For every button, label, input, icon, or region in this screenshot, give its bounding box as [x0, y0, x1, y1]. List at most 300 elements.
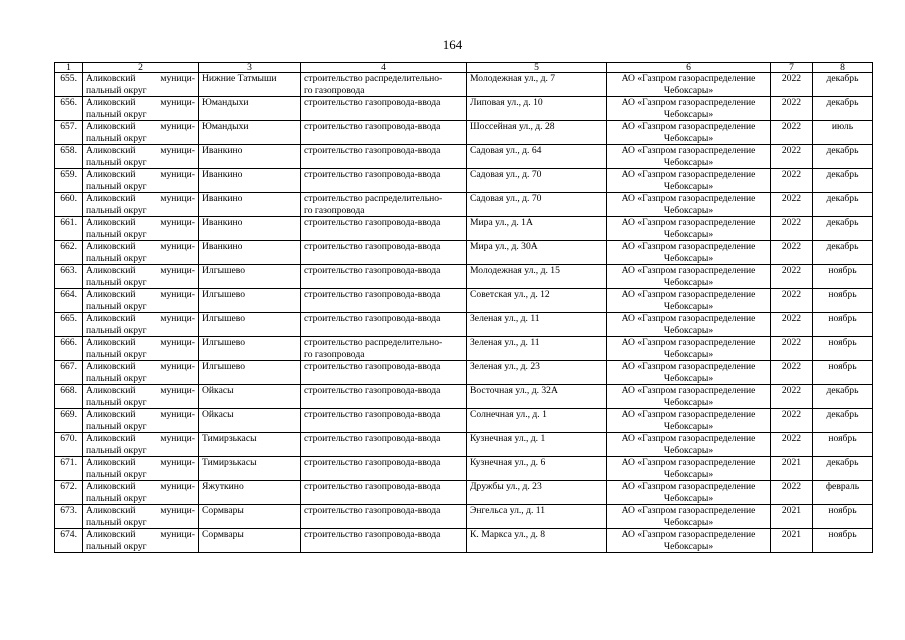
- col-header-6: 6: [607, 63, 771, 73]
- organization-line2: Чебоксары»: [663, 516, 714, 528]
- table-row: [55, 121, 873, 145]
- year-cell: 2022: [771, 265, 813, 289]
- month-cell: декабрь: [813, 457, 873, 481]
- district-cell: [83, 313, 199, 337]
- work-cell: [301, 457, 467, 481]
- work-line1: строительство газопровода-ввода: [304, 169, 441, 180]
- organization-line2: Чебоксары»: [663, 468, 714, 480]
- district-type-part1: муници-: [160, 121, 195, 132]
- district-type-part2: пальный округ: [86, 396, 147, 408]
- organization-line1: АО «Газпром газораспределение: [621, 529, 756, 540]
- work-line1: строительство газопровода-ввода: [304, 481, 441, 492]
- table-row: [55, 457, 873, 481]
- year-cell: 2022: [771, 313, 813, 337]
- district-type-part2: пальный округ: [86, 492, 147, 504]
- organization-cell: [607, 409, 771, 433]
- work-line1: строительство газопровода-ввода: [304, 385, 441, 396]
- district-type-part2: пальный округ: [86, 276, 147, 288]
- month-cell: ноябрь: [813, 529, 873, 553]
- district-name: Аликовский: [86, 265, 136, 276]
- settlement-cell: Иванкино: [199, 217, 301, 241]
- district-cell: [83, 193, 199, 217]
- district-type-part1: муници-: [160, 409, 195, 420]
- month-cell: декабрь: [813, 241, 873, 265]
- year-cell: 2021: [771, 457, 813, 481]
- settlement-cell: Нижние Татмыши: [199, 73, 301, 97]
- table-row: [55, 169, 873, 193]
- table-row: [55, 481, 873, 505]
- district-cell: [83, 121, 199, 145]
- work-line2: го газопровода: [304, 84, 365, 96]
- table-row: [55, 73, 873, 97]
- district-type-part1: муници-: [160, 385, 195, 396]
- work-line1: строительство газопровода-ввода: [304, 145, 441, 156]
- month-cell: декабрь: [813, 409, 873, 433]
- organization-cell: [607, 361, 771, 385]
- organization-cell: [607, 313, 771, 337]
- work-cell: [301, 385, 467, 409]
- month-cell: декабрь: [813, 97, 873, 121]
- col-header-1: 1: [55, 63, 83, 73]
- district-cell: [83, 265, 199, 289]
- year-cell: 2022: [771, 385, 813, 409]
- table-row: [55, 193, 873, 217]
- district-type-part1: муници-: [160, 193, 195, 204]
- work-line1: строительство газопровода-ввода: [304, 217, 441, 228]
- organization-line2: Чебоксары»: [663, 108, 714, 120]
- work-line2: го газопровода: [304, 204, 365, 216]
- settlement-cell: Илгышево: [199, 313, 301, 337]
- month-cell: ноябрь: [813, 265, 873, 289]
- work-line2: го газопровода: [304, 348, 365, 360]
- district-name: Аликовский: [86, 169, 136, 180]
- col-header-3: 3: [199, 63, 301, 73]
- organization-cell: [607, 97, 771, 121]
- settlement-cell: Иванкино: [199, 145, 301, 169]
- month-cell: ноябрь: [813, 361, 873, 385]
- organization-line2: Чебоксары»: [663, 420, 714, 432]
- organization-cell: [607, 433, 771, 457]
- year-cell: 2022: [771, 121, 813, 145]
- work-line1: строительство газопровода-ввода: [304, 529, 441, 540]
- district-type-part1: муници-: [160, 481, 195, 492]
- organization-cell: [607, 193, 771, 217]
- district-type-part2: пальный округ: [86, 204, 147, 216]
- organization-line1: АО «Газпром газораспределение: [621, 361, 756, 372]
- organization-cell: [607, 289, 771, 313]
- row-number: 655.: [55, 73, 83, 97]
- row-number: 662.: [55, 241, 83, 265]
- district-type-part1: муници-: [160, 97, 195, 108]
- organization-line2: Чебоксары»: [663, 444, 714, 456]
- organization-line2: Чебоксары»: [663, 372, 714, 384]
- address-cell: Зеленая ул., д. 23: [467, 361, 607, 385]
- organization-line1: АО «Газпром газораспределение: [621, 457, 756, 468]
- column-number-row: [55, 63, 873, 73]
- district-cell: [83, 481, 199, 505]
- district-cell: [83, 433, 199, 457]
- district-cell: [83, 169, 199, 193]
- settlement-cell: Илгышево: [199, 289, 301, 313]
- organization-line2: Чебоксары»: [663, 348, 714, 360]
- district-type-part2: пальный округ: [86, 180, 147, 192]
- organization-cell: [607, 217, 771, 241]
- address-cell: Кузнечная ул., д. 1: [467, 433, 607, 457]
- organization-line1: АО «Газпром газораспределение: [621, 169, 756, 180]
- settlement-cell: Юмандыхи: [199, 97, 301, 121]
- district-cell: [83, 385, 199, 409]
- work-line1: строительство газопровода-ввода: [304, 241, 441, 252]
- settlement-cell: Илгышево: [199, 337, 301, 361]
- work-cell: [301, 241, 467, 265]
- organization-line1: АО «Газпром газораспределение: [621, 385, 756, 396]
- district-name: Аликовский: [86, 313, 136, 324]
- organization-line1: АО «Газпром газораспределение: [621, 289, 756, 300]
- row-number: 669.: [55, 409, 83, 433]
- district-name: Аликовский: [86, 241, 136, 252]
- page-number: 164: [442, 37, 463, 52]
- organization-line1: АО «Газпром газораспределение: [621, 193, 756, 204]
- district-type-part2: пальный округ: [86, 516, 147, 528]
- work-cell: [301, 289, 467, 313]
- address-cell: Садовая ул., д. 70: [467, 193, 607, 217]
- organization-cell: [607, 457, 771, 481]
- year-cell: 2022: [771, 169, 813, 193]
- address-cell: Дружбы ул., д. 23: [467, 481, 607, 505]
- organization-line2: Чебоксары»: [663, 396, 714, 408]
- organization-line2: Чебоксары»: [663, 180, 714, 192]
- organization-line1: АО «Газпром газораспределение: [621, 313, 756, 324]
- district-type-part1: муници-: [160, 337, 195, 348]
- district-type-part2: пальный округ: [86, 108, 147, 120]
- work-cell: [301, 313, 467, 337]
- address-cell: Советская ул., д. 12: [467, 289, 607, 313]
- table-row: [55, 505, 873, 529]
- work-line1: строительство газопровода-ввода: [304, 433, 441, 444]
- organization-line2: Чебоксары»: [663, 84, 714, 96]
- district-name: Аликовский: [86, 73, 136, 84]
- settlement-cell: Яжуткино: [199, 481, 301, 505]
- organization-line2: Чебоксары»: [663, 204, 714, 216]
- work-cell: [301, 337, 467, 361]
- address-cell: Шоссейная ул., д. 28: [467, 121, 607, 145]
- month-cell: ноябрь: [813, 433, 873, 457]
- district-cell: [83, 289, 199, 313]
- work-line1: строительство распределительно-: [304, 73, 443, 84]
- district-cell: [83, 97, 199, 121]
- district-type-part1: муници-: [160, 265, 195, 276]
- organization-cell: [607, 73, 771, 97]
- row-number: 656.: [55, 97, 83, 121]
- year-cell: 2021: [771, 505, 813, 529]
- district-type-part2: пальный округ: [86, 84, 147, 96]
- district-type-part1: муници-: [160, 361, 195, 372]
- district-type-part1: муници-: [160, 529, 195, 540]
- district-type-part1: муници-: [160, 313, 195, 324]
- district-name: Аликовский: [86, 505, 136, 516]
- work-cell: [301, 265, 467, 289]
- district-name: Аликовский: [86, 289, 136, 300]
- address-cell: Энгельса ул., д. 11: [467, 505, 607, 529]
- table-row: [55, 241, 873, 265]
- table-row: [55, 337, 873, 361]
- year-cell: 2022: [771, 145, 813, 169]
- work-line1: строительство газопровода-ввода: [304, 289, 441, 300]
- work-line1: строительство газопровода-ввода: [304, 121, 441, 132]
- organization-line1: АО «Газпром газораспределение: [621, 121, 756, 132]
- year-cell: 2022: [771, 361, 813, 385]
- address-cell: Восточная ул., д. 32А: [467, 385, 607, 409]
- organization-line1: АО «Газпром газораспределение: [621, 217, 756, 228]
- district-name: Аликовский: [86, 385, 136, 396]
- address-cell: Кузнечная ул., д. 6: [467, 457, 607, 481]
- row-number: 659.: [55, 169, 83, 193]
- col-header-8: 8: [813, 63, 873, 73]
- organization-line2: Чебоксары»: [663, 300, 714, 312]
- organization-cell: [607, 169, 771, 193]
- work-cell: [301, 193, 467, 217]
- address-cell: Садовая ул., д. 64: [467, 145, 607, 169]
- organization-line2: Чебоксары»: [663, 540, 714, 552]
- work-line1: строительство газопровода-ввода: [304, 457, 441, 468]
- work-cell: [301, 361, 467, 385]
- address-cell: Липовая ул., д. 10: [467, 97, 607, 121]
- organization-line1: АО «Газпром газораспределение: [621, 481, 756, 492]
- table-row: [55, 433, 873, 457]
- col-header-2: 2: [83, 63, 199, 73]
- district-name: Аликовский: [86, 361, 136, 372]
- year-cell: 2022: [771, 409, 813, 433]
- work-cell: [301, 505, 467, 529]
- district-cell: [83, 217, 199, 241]
- year-cell: 2022: [771, 193, 813, 217]
- district-type-part2: пальный округ: [86, 540, 147, 552]
- organization-line2: Чебоксары»: [663, 324, 714, 336]
- organization-line1: АО «Газпром газораспределение: [621, 409, 756, 420]
- table-body: [55, 73, 873, 553]
- row-number: 673.: [55, 505, 83, 529]
- table-row: [55, 361, 873, 385]
- row-number: 658.: [55, 145, 83, 169]
- settlement-cell: Иванкино: [199, 169, 301, 193]
- district-type-part1: муници-: [160, 505, 195, 516]
- district-type-part1: муници-: [160, 241, 195, 252]
- district-type-part2: пальный округ: [86, 468, 147, 480]
- row-number: 657.: [55, 121, 83, 145]
- year-cell: 2022: [771, 337, 813, 361]
- organization-cell: [607, 265, 771, 289]
- work-cell: [301, 73, 467, 97]
- district-cell: [83, 505, 199, 529]
- district-cell: [83, 145, 199, 169]
- row-number: 668.: [55, 385, 83, 409]
- month-cell: декабрь: [813, 217, 873, 241]
- district-type-part1: муници-: [160, 457, 195, 468]
- work-line1: строительство распределительно-: [304, 193, 443, 204]
- settlement-cell: Тимирзькасы: [199, 433, 301, 457]
- organization-line1: АО «Газпром газораспределение: [621, 73, 756, 84]
- settlement-cell: Иванкино: [199, 241, 301, 265]
- work-cell: [301, 409, 467, 433]
- address-cell: Молодежная ул., д. 7: [467, 73, 607, 97]
- district-type-part1: муници-: [160, 145, 195, 156]
- organization-line2: Чебоксары»: [663, 228, 714, 240]
- work-cell: [301, 145, 467, 169]
- district-type-part1: муници-: [160, 73, 195, 84]
- district-cell: [83, 361, 199, 385]
- table-row: [55, 145, 873, 169]
- settlement-cell: Юмандыхи: [199, 121, 301, 145]
- organization-line2: Чебоксары»: [663, 252, 714, 264]
- address-cell: Зеленая ул., д. 11: [467, 337, 607, 361]
- work-cell: [301, 481, 467, 505]
- row-number: 663.: [55, 265, 83, 289]
- organization-cell: [607, 241, 771, 265]
- district-cell: [83, 529, 199, 553]
- year-cell: 2022: [771, 217, 813, 241]
- table-row: [55, 265, 873, 289]
- work-cell: [301, 121, 467, 145]
- organization-cell: [607, 481, 771, 505]
- table-row: [55, 529, 873, 553]
- organization-line2: Чебоксары»: [663, 276, 714, 288]
- district-name: Аликовский: [86, 193, 136, 204]
- table-row: [55, 313, 873, 337]
- district-name: Аликовский: [86, 217, 136, 228]
- district-type-part1: муници-: [160, 217, 195, 228]
- district-name: Аликовский: [86, 97, 136, 108]
- district-type-part2: пальный округ: [86, 444, 147, 456]
- district-name: Аликовский: [86, 457, 136, 468]
- district-type-part2: пальный округ: [86, 348, 147, 360]
- col-header-7: 7: [771, 63, 813, 73]
- row-number: 671.: [55, 457, 83, 481]
- organization-cell: [607, 145, 771, 169]
- organization-line1: АО «Газпром газораспределение: [621, 145, 756, 156]
- district-cell: [83, 337, 199, 361]
- district-type-part2: пальный округ: [86, 252, 147, 264]
- work-cell: [301, 433, 467, 457]
- month-cell: ноябрь: [813, 289, 873, 313]
- organization-line1: АО «Газпром газораспределение: [621, 433, 756, 444]
- settlement-cell: Ойкасы: [199, 385, 301, 409]
- table-row: [55, 289, 873, 313]
- organization-line1: АО «Газпром газораспределение: [621, 241, 756, 252]
- district-type-part2: пальный округ: [86, 324, 147, 336]
- work-line1: строительство газопровода-ввода: [304, 97, 441, 108]
- district-type-part2: пальный округ: [86, 420, 147, 432]
- month-cell: февраль: [813, 481, 873, 505]
- gas-works-table: [54, 62, 873, 553]
- district-name: Аликовский: [86, 433, 136, 444]
- address-cell: К. Маркса ул., д. 8: [467, 529, 607, 553]
- row-number: 660.: [55, 193, 83, 217]
- work-line1: строительство газопровода-ввода: [304, 265, 441, 276]
- organization-line1: АО «Газпром газораспределение: [621, 97, 756, 108]
- district-type-part1: муници-: [160, 289, 195, 300]
- address-cell: Солнечная ул., д. 1: [467, 409, 607, 433]
- organization-line2: Чебоксары»: [663, 156, 714, 168]
- month-cell: ноябрь: [813, 337, 873, 361]
- month-cell: июль: [813, 121, 873, 145]
- row-number: 666.: [55, 337, 83, 361]
- row-number: 661.: [55, 217, 83, 241]
- organization-cell: [607, 529, 771, 553]
- month-cell: декабрь: [813, 193, 873, 217]
- district-name: Аликовский: [86, 409, 136, 420]
- district-name: Аликовский: [86, 337, 136, 348]
- settlement-cell: Сормвары: [199, 529, 301, 553]
- work-line1: строительство газопровода-ввода: [304, 409, 441, 420]
- year-cell: 2022: [771, 481, 813, 505]
- table-row: [55, 97, 873, 121]
- year-cell: 2022: [771, 289, 813, 313]
- work-line1: строительство распределительно-: [304, 337, 443, 348]
- district-type-part1: муници-: [160, 433, 195, 444]
- district-name: Аликовский: [86, 145, 136, 156]
- row-number: 664.: [55, 289, 83, 313]
- district-type-part2: пальный округ: [86, 156, 147, 168]
- organization-cell: [607, 121, 771, 145]
- month-cell: ноябрь: [813, 313, 873, 337]
- organization-line1: АО «Газпром газораспределение: [621, 505, 756, 516]
- district-name: Аликовский: [86, 529, 136, 540]
- month-cell: ноябрь: [813, 505, 873, 529]
- col-header-4: 4: [301, 63, 467, 73]
- address-cell: Молодежная ул., д. 15: [467, 265, 607, 289]
- settlement-cell: Сормвары: [199, 505, 301, 529]
- organization-line1: АО «Газпром газораспределение: [621, 337, 756, 348]
- district-type-part2: пальный округ: [86, 228, 147, 240]
- settlement-cell: Илгышево: [199, 265, 301, 289]
- organization-line2: Чебоксары»: [663, 132, 714, 144]
- col-header-5: 5: [467, 63, 607, 73]
- year-cell: 2022: [771, 97, 813, 121]
- work-cell: [301, 217, 467, 241]
- district-type-part2: пальный округ: [86, 132, 147, 144]
- row-number: 674.: [55, 529, 83, 553]
- district-type-part2: пальный округ: [86, 300, 147, 312]
- table-row: [55, 385, 873, 409]
- organization-cell: [607, 337, 771, 361]
- table-row: [55, 217, 873, 241]
- row-number: 670.: [55, 433, 83, 457]
- month-cell: декабрь: [813, 169, 873, 193]
- address-cell: Садовая ул., д. 70: [467, 169, 607, 193]
- district-cell: [83, 457, 199, 481]
- work-cell: [301, 97, 467, 121]
- table-row: [55, 409, 873, 433]
- year-cell: 2022: [771, 433, 813, 457]
- settlement-cell: Илгышево: [199, 361, 301, 385]
- row-number: 667.: [55, 361, 83, 385]
- district-cell: [83, 409, 199, 433]
- district-name: Аликовский: [86, 481, 136, 492]
- month-cell: декабрь: [813, 145, 873, 169]
- year-cell: 2022: [771, 241, 813, 265]
- year-cell: 2021: [771, 529, 813, 553]
- district-type-part1: муници-: [160, 169, 195, 180]
- settlement-cell: Ойкасы: [199, 409, 301, 433]
- district-cell: [83, 73, 199, 97]
- work-cell: [301, 169, 467, 193]
- month-cell: декабрь: [813, 73, 873, 97]
- work-cell: [301, 529, 467, 553]
- district-cell: [83, 241, 199, 265]
- work-line1: строительство газопровода-ввода: [304, 361, 441, 372]
- address-cell: Мира ул., д. 1А: [467, 217, 607, 241]
- year-cell: 2022: [771, 73, 813, 97]
